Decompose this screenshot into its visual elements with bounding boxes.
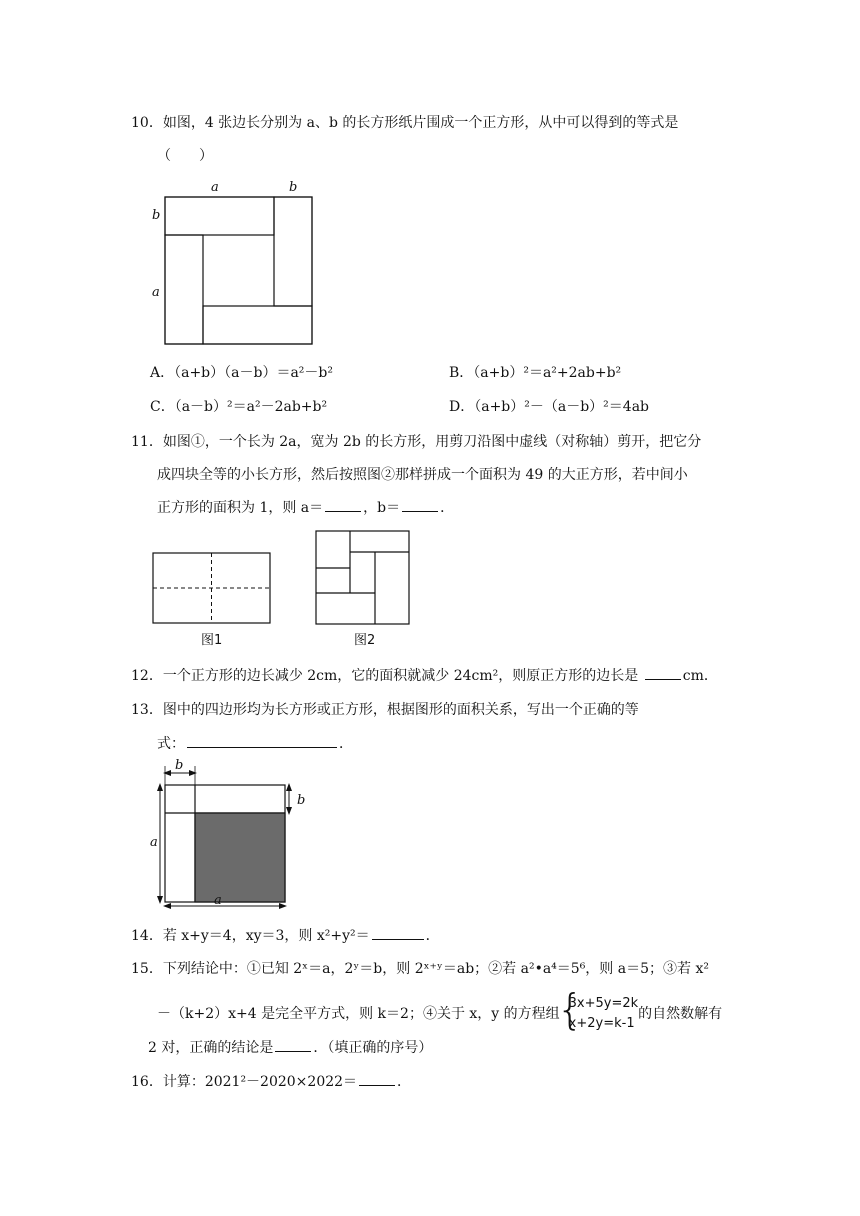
- q11-line2: 成四块全等的小长方形，然后按照图②那样拼成一个面积为 49 的大正方形，若中间小: [157, 467, 688, 483]
- q13-shaded-square: [195, 813, 285, 902]
- q15-line2-part1: －（k+2）x+4 是完全平方式，则 k＝2；④关于 x，y 的方程组: [157, 1006, 560, 1022]
- q16-line: [131, 1071, 411, 1091]
- q15-line3-part1: 2 对，正确的结论是: [148, 1040, 274, 1056]
- q16-answer-blank[interactable]: [359, 1071, 395, 1086]
- q15-line3: [148, 1037, 432, 1057]
- q11-line3: [157, 497, 454, 517]
- q10-option-c: C．（a－b）²＝a²－2ab+b²: [150, 399, 328, 415]
- q12-answer-blank[interactable]: [645, 665, 681, 680]
- q10-label-b-top: b: [289, 180, 298, 195]
- q15-line2-part2: 的自然数解有: [638, 1006, 723, 1022]
- q16-text: 16．计算：2021²－2020×2022＝: [131, 1074, 358, 1090]
- q15-eq2: x+2y=k-1: [568, 1016, 635, 1031]
- q14-answer-blank[interactable]: [372, 925, 424, 940]
- q14-line: [131, 925, 440, 945]
- q10-label-a-left: a: [152, 285, 160, 300]
- q13-label-b-right: b: [297, 793, 306, 808]
- q11-fig2-outer: [316, 531, 409, 624]
- q11-caption-1: 图1: [201, 633, 223, 648]
- q14-text: 14．若 x+y＝4，xy＝3，则 x²+y²＝: [131, 928, 370, 944]
- q15-answer-blank[interactable]: [275, 1037, 311, 1052]
- q15-eq1: { 3x+5y=2k: [568, 996, 639, 1011]
- q13-label-a-bottom: a: [214, 893, 222, 908]
- q13-line2: [157, 733, 353, 753]
- q11-figure-1: [153, 553, 270, 623]
- q11-line3-part3: ．: [440, 500, 455, 516]
- q16-suffix: ．: [397, 1074, 412, 1090]
- q11-line1: 11．如图①，一个长为 2a，宽为 2b 的长方形，用剪刀沿图中虚线（对称轴）剪开，把它分: [131, 434, 702, 450]
- q10-option-a: A．（a+b）（a－b）＝a²－b²: [150, 365, 333, 381]
- q12-text: 12．一个正方形的边长减少 2cm，它的面积就减少 24cm²，则原正方形的边长是: [131, 668, 643, 684]
- q11-line3-part2: ，b＝: [363, 500, 401, 516]
- q11-figures: [150, 528, 420, 652]
- q10-rect-right: [274, 197, 312, 306]
- q11-caption-2: 图2: [354, 633, 376, 648]
- q10-label-b-left: b: [152, 208, 161, 223]
- q13-figure: [148, 758, 313, 910]
- q11-answer-a-blank[interactable]: [325, 497, 361, 512]
- q10-outer-square: [165, 197, 312, 344]
- q12-line: [131, 665, 718, 685]
- q10-rect-bottom: [203, 306, 312, 344]
- q10-rect-left: [165, 235, 203, 344]
- q10-option-b: B．（a+b）²＝a²+2ab+b²: [449, 365, 622, 381]
- q13-line1: 13．图中的四边形均为长方形或正方形，根据图形的面积关系，写出一个正确的等: [131, 702, 639, 718]
- q11-line3-part1: 正方形的面积为 1，则 a＝: [157, 500, 324, 516]
- q10-label-a-top: a: [211, 180, 219, 195]
- q10-option-d: D．（a+b）²－（a－b）²＝4ab: [449, 399, 650, 415]
- q13-prefix: 式：: [157, 736, 185, 752]
- q11-answer-b-blank[interactable]: [402, 497, 438, 512]
- q13-answer-blank[interactable]: [187, 733, 337, 748]
- q15-equation-system: [560, 994, 639, 1034]
- q10-figure: [140, 172, 330, 350]
- q15-line1: 15．下列结论中：①已知 2ˣ＝a，2ʸ＝b，则 2ˣ⁺ʸ＝ab；②若 a²•a⁴＝5⁶，则 a＝5；③若 x²: [131, 961, 709, 977]
- q13-label-a-left: a: [150, 835, 158, 850]
- q10-line2: （ ）: [157, 148, 213, 164]
- q13-label-b-top: b: [175, 758, 184, 773]
- q15-line3-part2: ．（填正确的序号）: [313, 1040, 433, 1056]
- q13-suffix: ．: [339, 736, 353, 752]
- q12-unit: cm．: [682, 668, 718, 684]
- q10-line1: 10．如图，4 张边长分别为 a、b 的长方形纸片围成一个正方形，从中可以得到的等式是: [131, 115, 679, 131]
- q11-figure-2: [316, 531, 409, 624]
- q10-rect-top: [165, 197, 274, 235]
- q15-line2: [157, 994, 722, 1034]
- q14-suffix: ．: [425, 928, 440, 944]
